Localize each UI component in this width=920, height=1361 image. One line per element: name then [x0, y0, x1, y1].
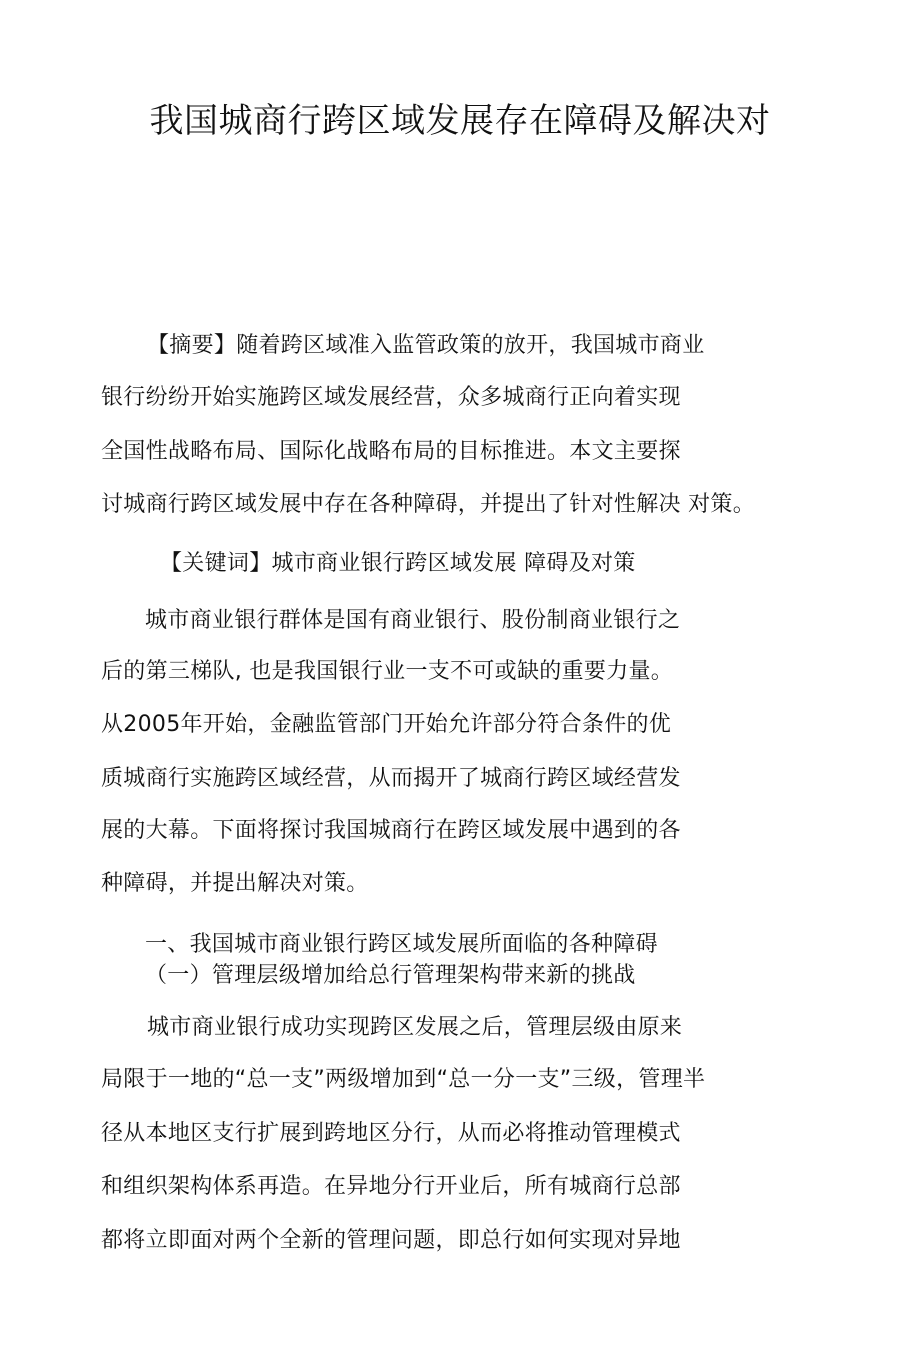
- abstract-line-1: 【摘要】随着跨区域准入监管政策的放开，我国城市商业: [147, 333, 705, 358]
- body-line-9: 径从本地区支行扩展到跨地区分行，从而必将推动管理模式: [101, 1121, 681, 1146]
- body-line-8: 局限于一地的“总一支”两级增加到“总一分一支”三级，管理半: [101, 1067, 706, 1092]
- body-line-1: 城市商业银行群体是国有商业银行、股份制商业银行之: [145, 608, 681, 633]
- body-line-11: 都将立即面对两个全新的管理问题，即总行如何实现对异地: [101, 1228, 681, 1253]
- body-line-6: 种障碍，并提出解决对策。: [101, 871, 369, 896]
- body-line-4: 质城商行实施跨区域经营，从而揭开了城商行跨区域经营发: [101, 766, 681, 791]
- abstract-line-4: 讨城商行跨区域发展中存在各种障碍，并提出了针对性解决 对策。: [101, 492, 755, 517]
- keywords-line: 【关键词】城市商业银行跨区域发展 障碍及对策: [160, 551, 636, 576]
- abstract-line-3: 全国性战略布局、国际化战略布局的目标推进。本文主要探: [101, 439, 681, 464]
- body-line-10: 和组织架构体系再造。在异地分行开业后，所有城商行总部: [101, 1174, 681, 1199]
- body-line-3: 从2005年开始，金融监管部门开始允许部分符合条件的优: [101, 712, 672, 737]
- abstract-line-2: 银行纷纷开始实施跨区域发展经营，众多城商行正向着实现: [101, 385, 681, 410]
- body-line-2: 后的第三梯队, 也是我国银行业一支不可或缺的重要力量。: [101, 659, 674, 684]
- section-heading-1: 一、我国城市商业银行跨区域发展所面临的各种障碍: [145, 932, 658, 957]
- document-title: 我国城商行跨区域发展存在障碍及解决对: [149, 101, 771, 141]
- subsection-heading-1: （一）管理层级增加给总行管理架构带来新的挑战: [145, 963, 636, 988]
- body-line-5: 展的大幕。下面将探讨我国城商行在跨区域发展中遇到的各: [101, 818, 681, 843]
- body-line-7: 城市商业银行成功实现跨区发展之后，管理层级由原来: [147, 1015, 683, 1040]
